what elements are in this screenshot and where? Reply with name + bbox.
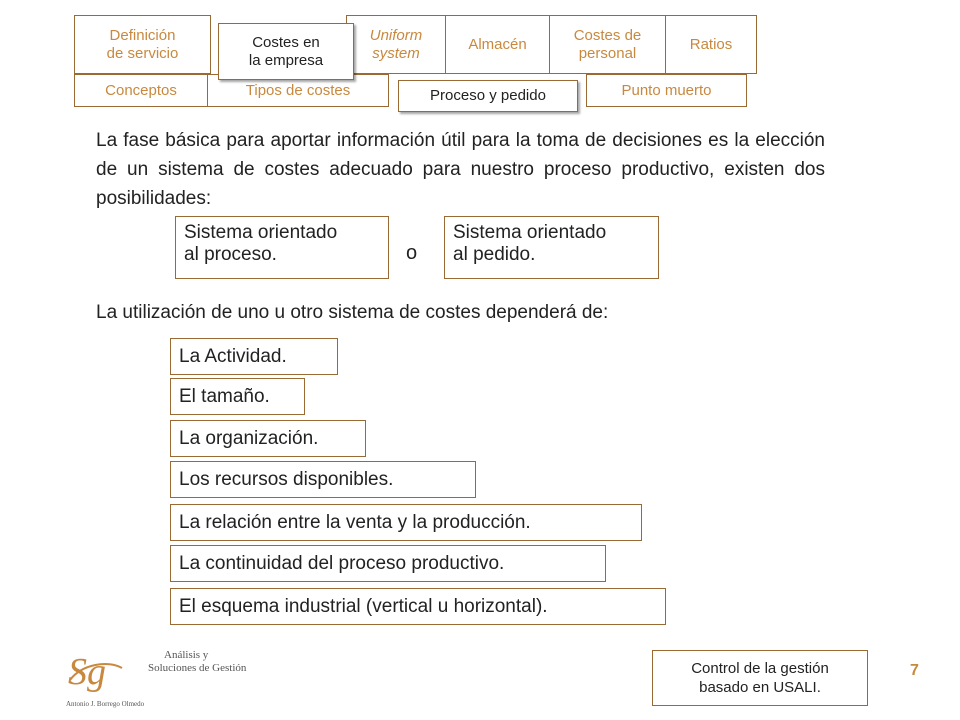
tab-conceptos-label: Conceptos: [105, 81, 177, 99]
option-connector: o: [406, 242, 418, 264]
intro-paragraph: La fase básica para aportar información útil para la toma de decisiones es la elección de un sistema de costes adecuado para nuestro proceso productivo, existen dos posibilidades:: [96, 130, 825, 209]
logo-line2: Soluciones de Gestión: [148, 662, 247, 674]
factor-item: La relación entre la venta y la producción.: [170, 504, 642, 541]
tab-definicion-servicio[interactable]: [74, 15, 211, 74]
tab-ratios-label: Ratios: [689, 35, 733, 53]
tab-costes-en-la-empresa[interactable]: [218, 23, 354, 80]
factor-item: Los recursos disponibles.: [170, 461, 476, 498]
option-order-box: Sistema orientado al pedido.: [444, 216, 659, 279]
tab-proceso-y-pedido[interactable]: [398, 80, 578, 112]
factor-item: El tamaño.: [170, 378, 305, 415]
tab-uniform-system[interactable]: [346, 15, 446, 74]
tab-proceso-y-pedido-label: Proceso y pedido: [430, 87, 546, 104]
company-logo: [60, 642, 280, 712]
factor-item: La organización.: [170, 420, 366, 457]
tab-almacen-label: Almacén: [468, 35, 527, 53]
tab-almacen[interactable]: [445, 15, 550, 74]
factor-item: El esquema industrial (vertical u horizontal).: [170, 588, 666, 625]
option-process-box: Sistema orientado al proceso.: [175, 216, 389, 279]
tab-ratios[interactable]: [665, 15, 757, 74]
tab-costes-de-personal[interactable]: [549, 15, 666, 74]
logo-author: Antonio J. Borrego Olmedo: [66, 700, 145, 708]
tab-conceptos[interactable]: [74, 74, 208, 107]
tab-punto-muerto-label: Punto muerto: [621, 81, 712, 99]
tab-punto-muerto[interactable]: [586, 74, 747, 107]
logo-line1: Análisis y: [164, 649, 209, 661]
tab-costes-de-personal-label: Costes de personal: [573, 26, 642, 62]
tab-costes-en-la-empresa-label: Costes en la empresa: [248, 33, 324, 69]
tab-definicion-servicio-label: Definición de servicio: [106, 26, 179, 62]
footer-title: Control de la gestión basado en USALI.: [652, 650, 868, 706]
factor-item: La Actividad.: [170, 338, 338, 375]
tab-tipos-de-costes-label: Tipos de costes: [245, 81, 351, 99]
factor-item: La continuidad del proceso productivo.: [170, 545, 606, 582]
page-number: 7: [910, 662, 919, 679]
logo-initials: Sg: [68, 651, 106, 693]
dependency-paragraph: La utilización de uno u otro sistema de costes dependerá de:: [96, 302, 609, 323]
tab-uniform-system-label: Uniform system: [369, 26, 423, 62]
